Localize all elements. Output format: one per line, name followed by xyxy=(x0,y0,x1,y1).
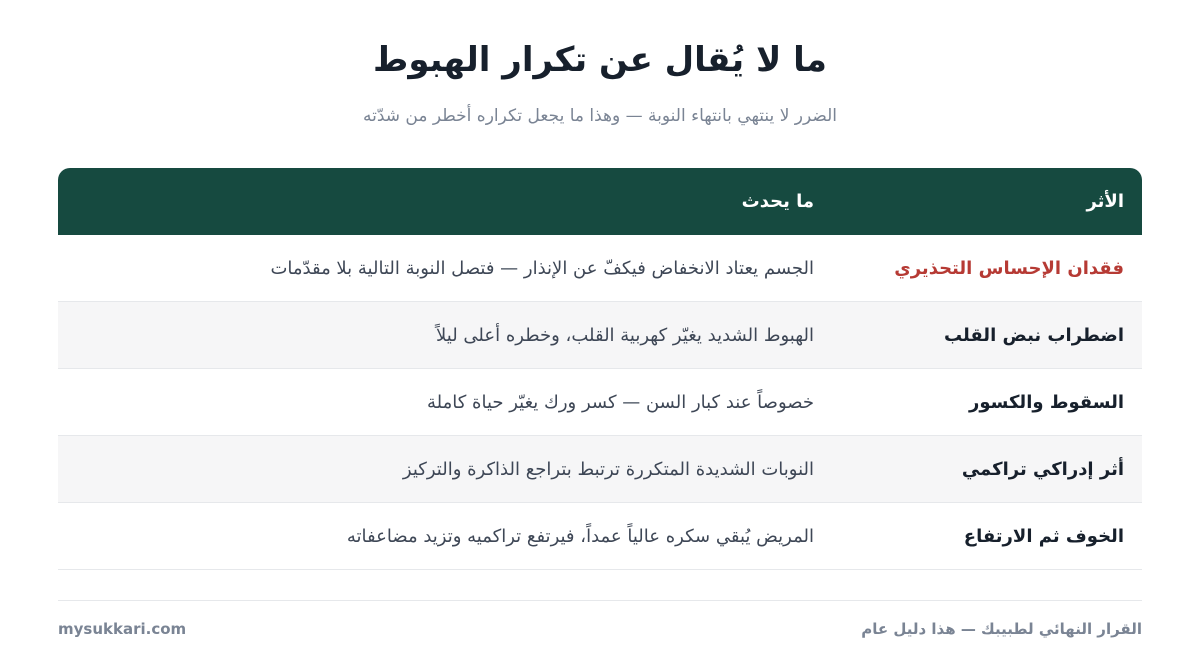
table-row xyxy=(58,235,1142,302)
effect-cell: اضطراب نبض القلب xyxy=(943,324,1124,346)
effect-cell: أثر إدراكي تراكمي xyxy=(961,458,1124,480)
column-header-what-happens: ما يحدث xyxy=(741,191,814,212)
description-cell: الجسم يعتاد الانخفاض فيكفّ عن الإنذار — فتصل النوبة التالية بلا مقدّمات xyxy=(270,257,814,279)
effect-cell: فقدان الإحساس التحذيري xyxy=(894,257,1124,279)
description-cell: خصوصاً عند كبار السن — كسر ورك يغيّر حياة كاملة xyxy=(427,391,814,413)
effects-table xyxy=(58,168,1142,570)
description-cell: النوبات الشديدة المتكررة ترتبط بتراجع الذاكرة والتركيز xyxy=(402,458,814,480)
table-row xyxy=(58,302,1142,369)
table-row xyxy=(58,369,1142,436)
table-row xyxy=(58,436,1142,503)
footer-site-link[interactable]: mysukkari.com xyxy=(58,620,187,638)
column-header-effect: الأثر xyxy=(1086,191,1124,212)
footer-divider xyxy=(58,600,1142,601)
page-title: ما لا يُقال عن تكرار الهبوط xyxy=(373,40,827,80)
table-row xyxy=(58,503,1142,570)
description-cell: الهبوط الشديد يغيّر كهربية القلب، وخطره أعلى ليلاً xyxy=(436,324,814,346)
effect-cell: السقوط والكسور xyxy=(969,391,1124,413)
effect-cell: الخوف ثم الارتفاع xyxy=(963,525,1124,547)
page-subtitle: الضرر لا ينتهي بانتهاء النوبة — وهذا ما يجعل تكراره أخطر من شدّته xyxy=(362,106,838,126)
table-header xyxy=(58,168,1142,235)
description-cell: المريض يُبقي سكره عالياً عمداً، فيرتفع تراكميه وتزيد مضاعفاته xyxy=(346,525,814,547)
footer-disclaimer: القرار النهائي لطبيبك — هذا دليل عام xyxy=(861,620,1142,638)
